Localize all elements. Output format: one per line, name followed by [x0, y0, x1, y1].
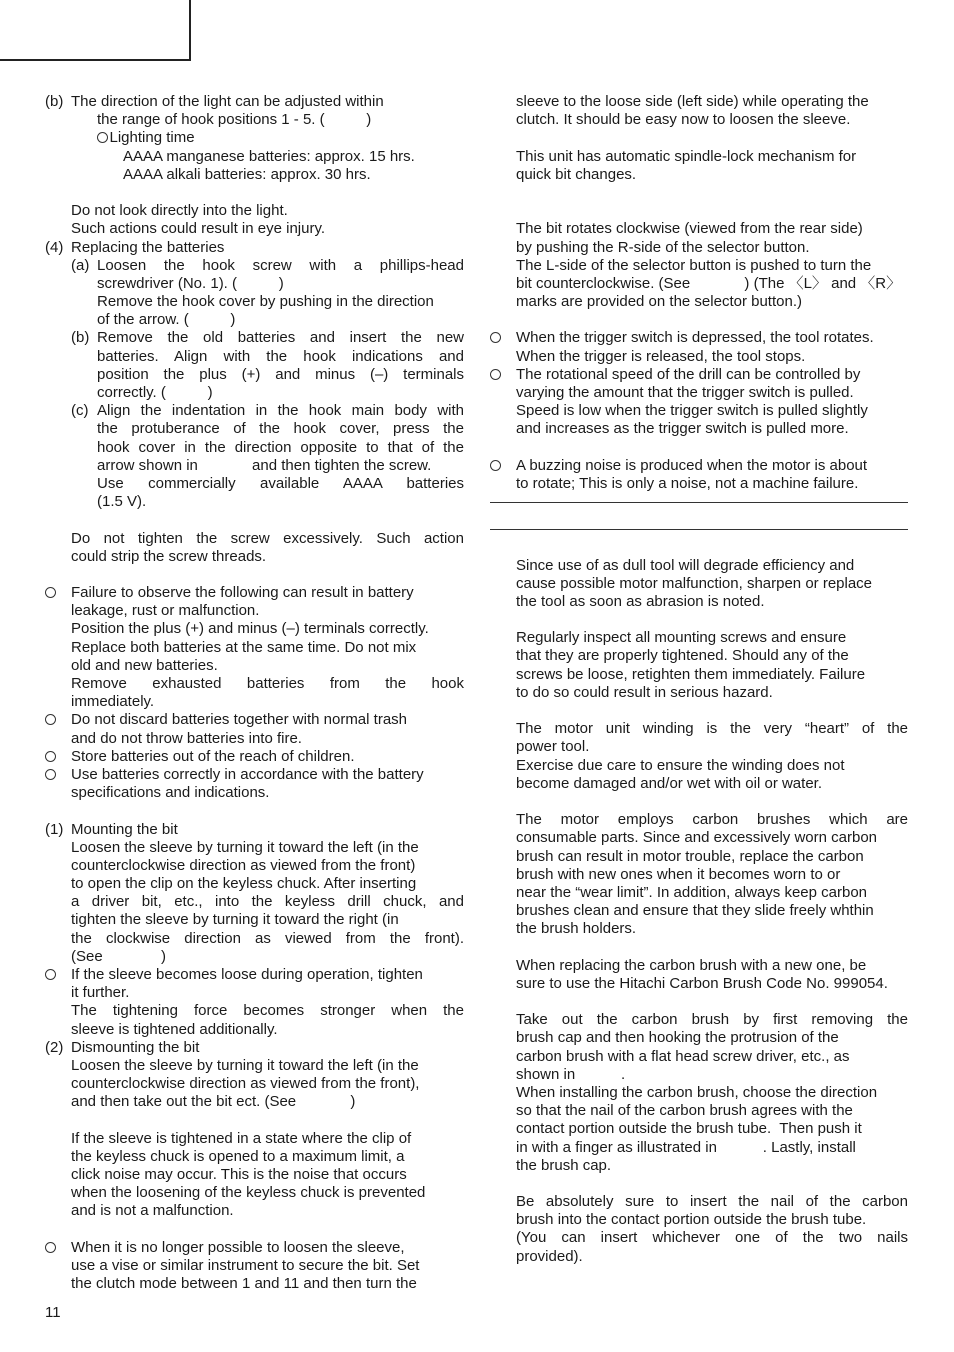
text-line [490, 866, 908, 884]
text-line [45, 620, 464, 638]
line-text: sure to use the Hitachi Carbon Brush Code No. 999054. [516, 974, 888, 992]
line-text: Since use of as dull tool will degrade efficiency and [516, 556, 855, 574]
text-line [490, 166, 908, 184]
text-line [490, 457, 908, 475]
text-line [490, 1229, 908, 1247]
line-text: Loosen the sleeve by turning it toward the left (in the [71, 838, 419, 856]
text-line [490, 1102, 908, 1120]
blank-line [490, 938, 908, 956]
text-line [45, 548, 464, 566]
line-text: position the plus (+) and minus (–) terminals [97, 365, 464, 383]
text-line [45, 257, 464, 275]
line-text: brushes clean and ensure that they slide freely whthin [516, 902, 874, 920]
text-line [45, 93, 464, 111]
line-text: Speed is low when the trigger switch is pulled slightly [516, 402, 868, 420]
text-line [490, 1193, 908, 1211]
line-text: correctly. ( ) [97, 384, 213, 401]
text-line [490, 293, 908, 311]
line-text: shown in . [516, 1065, 626, 1083]
line-text: Replacing the batteries [71, 238, 225, 256]
text-line [45, 220, 464, 238]
blank-line [45, 802, 464, 820]
blank-line [490, 793, 908, 811]
line-text: immediately. [71, 693, 155, 711]
text-line [490, 348, 908, 366]
line-text: screwdriver (No. 1). ( ) [97, 274, 284, 292]
blank-line [490, 311, 908, 329]
text-line [490, 475, 908, 493]
text-line [490, 720, 908, 738]
line-text: Be absolutely sure to insert the nail of the carbon [516, 1193, 908, 1211]
line-text: the keyless chuck is opened to a maximum limit, a [71, 1147, 405, 1165]
line-text: of the arrow. ( ) [97, 311, 236, 329]
line-text: so that the nail of the carbon brush agrees with the [516, 1102, 853, 1120]
line-text: clutch. It should be easy now to loosen the sleeve. [516, 111, 851, 129]
bullet-circle-icon [45, 769, 56, 780]
list-marker: (c) [71, 402, 89, 420]
text-line [45, 1166, 464, 1184]
text-line [45, 911, 464, 929]
line-text: provided). [516, 1247, 583, 1265]
text-line [490, 811, 908, 829]
text-line [45, 984, 464, 1002]
blank-line [490, 611, 908, 629]
line-text: Replace both batteries at the same time. Do not mix [71, 638, 417, 656]
bullet-circle-icon [490, 369, 501, 380]
line-text: Lighting time [97, 129, 195, 147]
line-text: contact portion outside the brush tube. Then push it [516, 1120, 862, 1138]
text-line [45, 1275, 464, 1293]
blank-line [490, 702, 908, 720]
blank-line [45, 1221, 464, 1239]
text-line [45, 711, 464, 729]
text-line [45, 1075, 464, 1093]
bullet-circle-icon [45, 587, 56, 598]
text-line [45, 166, 464, 184]
horizontal-rule [490, 502, 908, 503]
blank-line [490, 1175, 908, 1193]
text-line [490, 257, 908, 275]
line-text: consumable parts. Since and excessively worn carbon [516, 829, 878, 847]
line-text: and is not a malfunction. [71, 1202, 234, 1220]
text-line [490, 1084, 908, 1102]
page-number: 11 [45, 1304, 61, 1321]
text-line [45, 748, 464, 766]
line-text: If the sleeve is tightened in a state where the clip of [71, 1129, 412, 1147]
line-text: AAAA manganese batteries: approx. 15 hrs. [123, 147, 415, 165]
text-line [490, 575, 908, 593]
blank-line [490, 439, 908, 457]
blank-line [45, 184, 464, 202]
text-line [45, 239, 464, 257]
text-line [45, 530, 464, 548]
text-line [490, 111, 908, 129]
line-text: The direction of the light can be adjusted within [71, 93, 384, 110]
text-line [490, 1139, 908, 1157]
line-text: the protuberance of the hook cover, press the [97, 420, 464, 438]
text-line [490, 757, 908, 775]
line-text: Take out the carbon brush by first removing the [516, 1011, 908, 1029]
line-text: Use batteries correctly in accordance with the battery [71, 765, 424, 783]
text-line [45, 821, 464, 839]
line-text: (See ) [71, 947, 167, 965]
line-text: Mounting the bit [71, 820, 178, 838]
list-marker: (4) [45, 238, 64, 256]
text-line [45, 348, 464, 366]
line-text: bit counterclockwise. (See ) (The 〈L〉 and 〈R〉 [516, 274, 902, 292]
text-line [45, 111, 464, 129]
line-text: When the trigger switch is depressed, the tool rotates. [516, 329, 874, 347]
blank-line [490, 202, 908, 220]
text-line [45, 1021, 464, 1039]
text-line [490, 1011, 908, 1029]
text-line [45, 384, 464, 402]
text-line [45, 1202, 464, 1220]
text-line [490, 829, 908, 847]
text-line [490, 629, 908, 647]
line-text: a driver bit, etc., into the keyless drill chuck, and [71, 893, 464, 911]
text-line [490, 666, 908, 684]
text-line [45, 475, 464, 493]
text-line [490, 1029, 908, 1047]
text-line [490, 920, 908, 938]
line-text: Dismounting the bit [71, 1038, 200, 1056]
line-text: the range of hook positions 1 - 5. ( ) [97, 111, 372, 129]
line-text: The motor unit winding is the very “heart” of the [516, 720, 908, 738]
line-text: sleeve is tightened additionally. [71, 1020, 278, 1038]
bullet-circle-icon [45, 969, 56, 980]
text-line [45, 657, 464, 675]
blank-line [490, 538, 908, 556]
text-line [45, 857, 464, 875]
text-line [490, 647, 908, 665]
page-corner-tab [0, 0, 191, 61]
text-line [45, 639, 464, 657]
rule-gap [490, 493, 908, 502]
text-line [45, 329, 464, 347]
line-text: Remove exhausted batteries from the hook [71, 675, 464, 692]
line-text: counterclockwise direction as viewed from the front), [71, 1075, 420, 1093]
text-line [45, 1057, 464, 1075]
line-text: Do not look directly into the light. [71, 202, 288, 220]
blank-line [490, 511, 908, 529]
line-text: screws be loose, retighten them immediately. Failure [516, 665, 866, 683]
line-text: near the “wear limit”. In addition, always keep carbon [516, 883, 868, 901]
line-text: Loosen the hook screw with a phillips-head [97, 256, 464, 274]
line-text: When replacing the carbon brush with a new one, be [516, 956, 867, 974]
text-line [490, 1120, 908, 1138]
line-text: The bit rotates clockwise (viewed from the rear side) [516, 220, 863, 238]
line-text: varying the amount that the trigger switch is pulled. [516, 384, 854, 401]
line-text: arrow shown in and then tighten the screw. [97, 456, 432, 474]
line-text: old and new batteries. [71, 656, 218, 674]
list-marker: (b) [71, 329, 90, 347]
text-line [45, 1239, 464, 1257]
line-text: leakage, rust or malfunction. [71, 602, 260, 620]
line-text: Do not discard batteries together with normal trash [71, 711, 407, 729]
text-line [490, 593, 908, 611]
text-line [45, 730, 464, 748]
line-text: brush cap and then hooking the protrusion of the [516, 1029, 839, 1047]
line-text: to rotate; This is only a noise, not a machine failure. [516, 474, 859, 492]
line-text: and increases as the trigger switch is pulled more. [516, 420, 849, 438]
line-text: sleeve to the loose side (left side) while operating the [516, 93, 869, 110]
line-text: become damaged and/or wet with oil or water. [516, 774, 822, 792]
bullet-circle-icon [45, 1242, 56, 1253]
text-line [490, 93, 908, 111]
line-text: (1.5 V). [97, 493, 147, 511]
line-text: brush can result in motor trouble, replace the carbon [516, 847, 864, 865]
list-marker: (1) [45, 820, 64, 838]
blank-line [45, 566, 464, 584]
line-text: batteries. Align with the hook indications and [97, 347, 464, 365]
text-line [45, 584, 464, 602]
text-line [45, 202, 464, 220]
text-line [45, 311, 464, 329]
line-text: Regularly inspect all mounting screws and ensure [516, 629, 847, 647]
text-line [45, 1130, 464, 1148]
text-line [490, 848, 908, 866]
text-line [490, 738, 908, 756]
line-text: Exercise due care to ensure the winding does not [516, 756, 845, 774]
text-line [45, 439, 464, 457]
line-text: Position the plus (+) and minus (–) terminals correctly. [71, 620, 429, 638]
line-text: AAAA alkali batteries: approx. 30 hrs. [123, 165, 371, 183]
line-text: hook cover in the direction opposite to that of the [97, 438, 464, 456]
text-line [45, 893, 464, 911]
text-line [45, 420, 464, 438]
text-line [490, 902, 908, 920]
text-line [490, 220, 908, 238]
line-text: Use commercially available AAAA batteries [97, 474, 464, 492]
text-line [45, 693, 464, 711]
text-line [45, 784, 464, 802]
line-text: in with a finger as illustrated in . Lastly, install [516, 1138, 856, 1156]
text-line [45, 766, 464, 784]
line-text: The L-side of the selector button is pushed to turn the [516, 256, 872, 274]
line-text: A buzzing noise is produced when the motor is about [516, 456, 868, 474]
text-line [45, 1093, 464, 1111]
blank-line [45, 1112, 464, 1130]
line-text: and then take out the bit ect. (See ) [71, 1093, 356, 1111]
bullet-circle-icon [45, 714, 56, 725]
line-text: click noise may occur. This is the noise that occurs [71, 1166, 407, 1184]
line-text: when the loosening of the keyless chuck is prevented [71, 1184, 426, 1202]
text-line [45, 948, 464, 966]
bullet-circle-icon [490, 332, 501, 343]
text-line [490, 239, 908, 257]
line-text: brush with new ones when it becomes worn to or [516, 865, 841, 883]
line-text: to do so could result in serious hazard. [516, 683, 773, 701]
line-text: Remove the old batteries and insert the new [97, 329, 464, 347]
line-text: Align the indentation in the hook main body with [97, 402, 464, 420]
text-line [490, 775, 908, 793]
line-text: marks are provided on the selector button.) [516, 293, 802, 311]
text-line [490, 1048, 908, 1066]
line-text: quick bit changes. [516, 165, 637, 183]
line-text: When the trigger is released, the tool stops. [516, 347, 806, 365]
list-marker: (a) [71, 256, 90, 274]
text-line [45, 875, 464, 893]
line-text: brush into the contact portion outside the brush tube. [516, 1211, 867, 1229]
line-text: This unit has automatic spindle-lock mechanism for [516, 147, 857, 165]
text-line [490, 957, 908, 975]
text-line [45, 275, 464, 293]
left-column [45, 93, 464, 1293]
line-text: Store batteries out of the reach of children. [71, 747, 355, 765]
text-line [490, 275, 908, 293]
line-text: the clockwise direction as viewed from the front). [71, 929, 464, 947]
line-text: the brush holders. [516, 920, 637, 938]
text-line [490, 148, 908, 166]
text-line [490, 684, 908, 702]
text-line [45, 1184, 464, 1202]
blank-line [490, 129, 908, 147]
text-line [45, 930, 464, 948]
line-text: The rotational speed of the drill can be controlled by [516, 365, 861, 383]
horizontal-rule [490, 529, 908, 530]
line-text: cause possible motor malfunction, sharpen or replace [516, 574, 873, 592]
text-line [45, 148, 464, 166]
blank-line [490, 184, 908, 202]
line-text: and do not throw batteries into fire. [71, 729, 302, 747]
text-line [45, 839, 464, 857]
text-line [490, 420, 908, 438]
line-text: power tool. [516, 738, 590, 756]
blank-line [45, 511, 464, 529]
text-line [490, 557, 908, 575]
list-marker: (b) [45, 93, 64, 110]
line-text: the brush cap. [516, 1156, 612, 1174]
bullet-circle-icon [490, 460, 501, 471]
line-text: carbon brush with a flat head screw driver, etc., as [516, 1047, 850, 1065]
line-text: Remove the hook cover by pushing in the direction [97, 293, 434, 311]
line-text: The tightening force becomes stronger when the [71, 1002, 464, 1020]
text-line [45, 402, 464, 420]
line-text: Loosen the sleeve by turning it toward the left (in the [71, 1056, 419, 1074]
line-text: tighten the sleeve by turning it toward the right (in [71, 911, 399, 929]
text-line [490, 1157, 908, 1175]
text-line [490, 366, 908, 384]
line-text: When it is no longer possible to loosen the sleeve, [71, 1238, 405, 1256]
text-line [45, 293, 464, 311]
line-text: If the sleeve becomes loose during operation, tighten [71, 966, 423, 983]
text-line [45, 366, 464, 384]
line-text: specifications and indications. [71, 784, 270, 802]
line-text: could strip the screw threads. [71, 547, 267, 565]
text-line [45, 602, 464, 620]
text-line [45, 1039, 464, 1057]
line-text: Failure to observe the following can result in battery [71, 584, 414, 602]
text-line [45, 966, 464, 984]
text-line [490, 402, 908, 420]
text-line [45, 1148, 464, 1166]
text-line [45, 129, 464, 147]
line-text: use a vise or similar instrument to secure the bit. Set [71, 1257, 420, 1274]
line-text: Such actions could result in eye injury. [71, 220, 326, 238]
line-text: (You can insert whichever one of the two nails [516, 1229, 908, 1247]
text-line [45, 493, 464, 511]
line-text: by pushing the R-side of the selector button. [516, 238, 810, 256]
text-line [45, 675, 464, 693]
line-text: to open the clip on the keyless chuck. After inserting [71, 875, 417, 893]
text-line [490, 329, 908, 347]
line-text: When installing the carbon brush, choose the direction [516, 1083, 878, 1101]
text-line [490, 975, 908, 993]
text-line [490, 1211, 908, 1229]
line-text: the tool as soon as abrasion is noted. [516, 592, 765, 610]
text-line [45, 1257, 464, 1275]
line-text: it further. [71, 984, 130, 1002]
line-text: The motor employs carbon brushes which are [516, 811, 908, 829]
line-text: Do not tighten the screw excessively. Such action [71, 529, 464, 547]
bullet-circle-icon [45, 751, 56, 762]
line-text: the clutch mode between 1 and 11 and then turn the [71, 1275, 417, 1293]
text-line [490, 884, 908, 902]
text-line [45, 1002, 464, 1020]
blank-line [490, 993, 908, 1011]
text-line [490, 1066, 908, 1084]
text-line [490, 384, 908, 402]
list-marker: (2) [45, 1038, 64, 1056]
line-text: counterclockwise direction as viewed from the front) [71, 856, 416, 874]
right-column [490, 93, 908, 1266]
line-text: that they are properly tightened. Should any of the [516, 647, 849, 665]
text-line [45, 457, 464, 475]
text-line [490, 1248, 908, 1266]
